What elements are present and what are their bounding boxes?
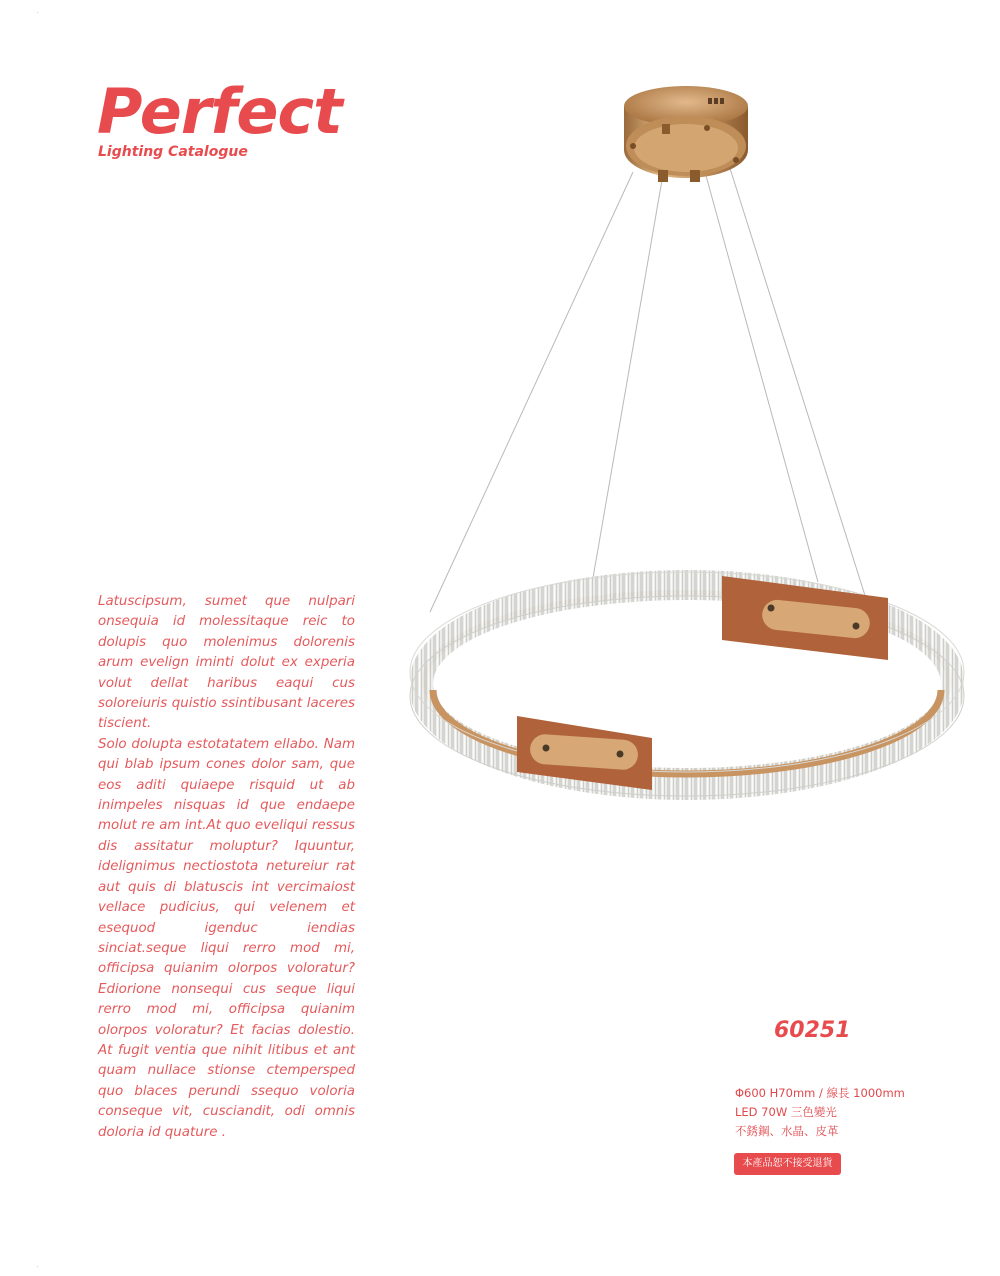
crop-mark: [37, 1266, 38, 1267]
description-paragraph: Latuscipsum, sumet que nulpari onsequia id molessitaque reic to dolupis quo molenimus dolorenis arum evelign iminti dolut ex experia volut dellat haribus eaqui cus soloreiuris quistio ssintibusant laceres tiscient.: [98, 594, 355, 732]
crop-mark: [37, 12, 38, 13]
crystal-ring: [410, 570, 964, 800]
description-paragraph: Solo dolupta estotatatem ellabo. Nam qui blab ipsum cones dolor sam, que eos aditi quiaepe risquid ut ab inimpeles nisquas id que endaepe molut re am int.At quo eveliqui ressus dis assitatur moluptur? Iquuntur, idelignimus nectiostota netureiur rat aut quis di blatuscis int vercimaiost vellace pudicius, qui velenem et esequod igenduc iendias sinciat.seque liqui rerro mod mi, officipsa quianim olorpos voloratur?Ediorione nonsequi cus seque liqui rerro mod mi, officipsa quianim olorpos voloratur? Et facias dolestio. At fugit ventia que nihit litibus et ant quam nullace stionse ctempersped quo blaces perundi ssequo voloria conseque vit, cusciandit, odi omnis doloria id quature .: [98, 736, 355, 1140]
no-return-notice-badge: 本產品恕不接受退貨: [734, 1153, 841, 1175]
brand-title: Perfect: [97, 75, 342, 148]
spec-materials: 不銹鋼、水晶、皮革: [735, 1124, 839, 1138]
description-text: [98, 592, 355, 1143]
product-code: 60251: [774, 1018, 851, 1043]
product-specs: [735, 1084, 905, 1141]
brand-subtitle: Lighting Catalogue: [98, 144, 248, 160]
spec-power: LED 70W 三色變光: [735, 1105, 837, 1119]
spec-dimensions: Φ600 H70mm / 線長 1000mm: [735, 1086, 905, 1100]
ceiling-canopy: [624, 86, 748, 182]
